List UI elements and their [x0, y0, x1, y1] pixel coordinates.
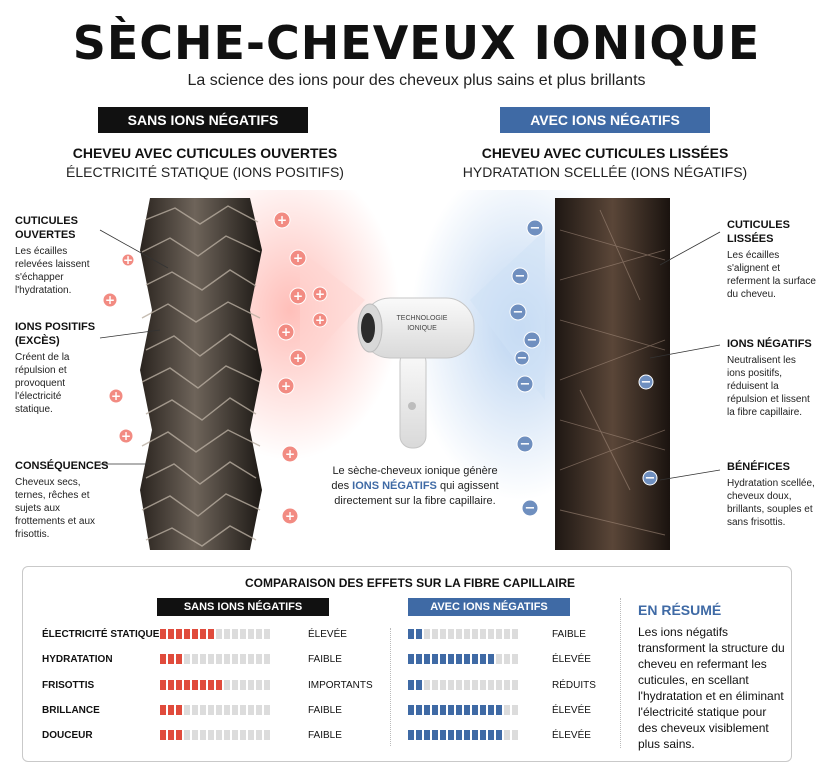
bar-segment	[264, 654, 270, 664]
row-label: HYDRATATION	[42, 654, 113, 666]
left-heading: CHEVEU AVEC CUTICULES OUVERTES	[72, 145, 338, 161]
label-positive-ions: IONS POSITIFS (EXCÈS) Créent de la répulsion et provoquent l'électricité statique.	[15, 321, 96, 415]
dryer-brand-line2: IONIQUE	[407, 325, 437, 332]
bar-segment	[176, 654, 182, 664]
bar-segment	[208, 680, 214, 690]
dryer-caption: Le sèche-cheveux ionique génère des IONS NÉGATIFS qui agissent directement sur la fibre capillaire.	[331, 465, 499, 507]
left-level-bar	[160, 680, 270, 690]
comparison-row	[42, 628, 602, 642]
bar-segment	[240, 629, 246, 639]
svg-text:−: −	[640, 375, 652, 390]
bar-segment	[488, 705, 494, 715]
bar-segment	[184, 629, 190, 639]
bar-segment	[192, 730, 198, 740]
bar-segment	[200, 654, 206, 664]
bar-segment	[456, 680, 462, 690]
bar-segment	[424, 730, 430, 740]
left-level-bar	[160, 730, 270, 740]
bar-segment	[504, 705, 510, 715]
bar-segment	[432, 654, 438, 664]
bar-segment	[208, 629, 214, 639]
bar-segment	[176, 629, 182, 639]
svg-text:+: +	[292, 351, 304, 365]
left-level-bar	[160, 705, 270, 715]
bar-segment	[480, 654, 486, 664]
bar-segment	[248, 705, 254, 715]
bar-segment	[488, 629, 494, 639]
left-level-value: FAIBLE	[308, 654, 342, 666]
bar-segment	[176, 730, 182, 740]
right-subheading: HYDRATATION SCELLÉE (IONS NÉGATIFS)	[462, 164, 748, 180]
left-level-value: IMPORTANTS	[308, 679, 373, 691]
resume-title: EN RÉSUMÉ	[638, 602, 722, 618]
divider-2	[620, 598, 621, 748]
bar-segment	[440, 654, 446, 664]
bar-segment	[496, 629, 502, 639]
bar-segment	[160, 680, 166, 690]
right-level-bar	[408, 654, 518, 664]
right-level-value: ÉLEVÉE	[552, 654, 591, 666]
bar-segment	[256, 629, 262, 639]
bar-segment	[184, 705, 190, 715]
bar-segment	[264, 730, 270, 740]
bar-segment	[472, 629, 478, 639]
bar-segment	[448, 705, 454, 715]
svg-text:+: +	[292, 289, 304, 303]
bar-segment	[248, 629, 254, 639]
bar-segment	[176, 680, 182, 690]
bar-segment	[200, 629, 206, 639]
bar-segment	[488, 730, 494, 740]
bar-segment	[488, 680, 494, 690]
bar-segment	[456, 705, 462, 715]
bar-segment	[160, 629, 166, 639]
left-level-value: ÉLEVÉE	[308, 629, 347, 640]
right-tag: AVEC IONS NÉGATIFS	[500, 107, 710, 133]
bar-segment	[160, 730, 166, 740]
row-label: FRISOTTIS	[42, 679, 95, 691]
bar-segment	[496, 730, 502, 740]
bar-segment	[424, 705, 430, 715]
bar-segment	[160, 705, 166, 715]
right-level-bar	[408, 705, 518, 715]
bar-segment	[248, 680, 254, 690]
bar-segment	[472, 654, 478, 664]
svg-text:+: +	[120, 429, 132, 443]
bar-segment	[408, 629, 414, 639]
comparison-row	[42, 729, 602, 743]
bar-segment	[440, 680, 446, 690]
dryer-brand-line1: TECHNOLOGIE	[396, 315, 448, 322]
bar-segment	[168, 629, 174, 639]
svg-text:−: −	[524, 501, 536, 516]
page-subtitle: La science des ions pour des cheveux plus sains et plus brillants	[187, 72, 646, 89]
left-level-bar	[160, 654, 270, 664]
bar-segment	[424, 680, 430, 690]
bar-segment	[416, 654, 422, 664]
left-level-bar	[160, 629, 270, 639]
svg-text:+: +	[280, 379, 292, 393]
bar-segment	[264, 680, 270, 690]
bar-segment	[168, 654, 174, 664]
bar-segment	[256, 730, 262, 740]
svg-text:+: +	[122, 253, 134, 267]
comparison-right-header: AVEC IONS NÉGATIFS	[408, 598, 570, 616]
bar-segment	[240, 730, 246, 740]
bar-segment	[256, 680, 262, 690]
bar-segment	[504, 680, 510, 690]
bar-segment	[432, 730, 438, 740]
bar-segment	[416, 705, 422, 715]
bar-segment	[168, 705, 174, 715]
label-consequences: CONSÉQUENCES Cheveux secs, ternes, rêches et sujets aux frottements et aux frisottis.	[15, 460, 109, 540]
bar-segment	[208, 705, 214, 715]
svg-text:−: −	[519, 437, 531, 452]
svg-text:−: −	[514, 269, 526, 284]
right-level-value: ÉLEVÉE	[552, 704, 591, 716]
bar-segment	[408, 654, 414, 664]
left-level-value: FAIBLE	[308, 704, 342, 716]
bar-segment	[200, 730, 206, 740]
bar-segment	[216, 730, 222, 740]
bar-segment	[512, 629, 518, 639]
svg-text:−: −	[512, 305, 524, 320]
label-benefits: BÉNÉFICES Hydratation scellée, cheveux doux, brillants, souples et sans frisottis.	[727, 461, 815, 528]
comparison-title: COMPARAISON DES EFFETS SUR LA FIBRE CAPILLAIRE	[244, 576, 575, 590]
bar-segment	[192, 654, 198, 664]
bar-segment	[512, 654, 518, 664]
bar-segment	[448, 654, 454, 664]
right-level-value: RÉDUITS	[552, 679, 596, 691]
svg-text:+: +	[284, 447, 296, 461]
bar-segment	[216, 629, 222, 639]
page-title: SÈCHE-CHEVEUX IONIQUE	[72, 16, 761, 70]
svg-text:+: +	[314, 313, 326, 327]
bar-segment	[168, 730, 174, 740]
bar-segment	[424, 629, 430, 639]
right-level-bar	[408, 629, 518, 639]
resume-text: Les ions négatifs transforment la structure du cheveu en refermant les cuticules, en scellant l'hydratation et en éliminant l'électricité statique pour des cheveux visiblement plus sains.	[638, 625, 785, 751]
bar-segment	[200, 705, 206, 715]
bar-segment	[176, 705, 182, 715]
right-level-bar	[408, 730, 518, 740]
right-heading: CHEVEU AVEC CUTICULES LISSÉES	[481, 145, 729, 161]
svg-text:+: +	[110, 389, 122, 403]
bar-segment	[216, 654, 222, 664]
bar-segment	[480, 629, 486, 639]
bar-segment	[432, 680, 438, 690]
bar-segment	[472, 730, 478, 740]
bar-segment	[456, 629, 462, 639]
bar-segment	[248, 730, 254, 740]
comparison-row	[42, 704, 602, 718]
bar-segment	[216, 705, 222, 715]
bar-segment	[192, 705, 198, 715]
bar-segment	[472, 705, 478, 715]
svg-text:+: +	[314, 287, 326, 301]
smooth-hair-strand	[555, 198, 670, 550]
svg-text:−: −	[526, 333, 538, 348]
comparison-row	[42, 679, 602, 693]
svg-text:+: +	[276, 213, 288, 227]
bar-segment	[512, 705, 518, 715]
bar-segment	[240, 680, 246, 690]
bar-segment	[224, 705, 230, 715]
damaged-hair-strand	[140, 198, 262, 550]
bar-segment	[256, 705, 262, 715]
bar-segment	[440, 705, 446, 715]
bar-segment	[496, 680, 502, 690]
bar-segment	[464, 705, 470, 715]
right-level-value: FAIBLE	[552, 629, 586, 640]
bar-segment	[208, 730, 214, 740]
svg-text:+: +	[284, 509, 296, 523]
bar-segment	[472, 680, 478, 690]
bar-segment	[232, 730, 238, 740]
comparison-left-header: SANS IONS NÉGATIFS	[157, 598, 329, 616]
bar-segment	[416, 680, 422, 690]
bar-segment	[240, 705, 246, 715]
bar-segment	[440, 629, 446, 639]
bar-segment	[416, 730, 422, 740]
bar-segment	[232, 654, 238, 664]
bar-segment	[232, 680, 238, 690]
bar-segment	[264, 705, 270, 715]
bar-segment	[192, 629, 198, 639]
bar-segment	[480, 730, 486, 740]
bar-segment	[488, 654, 494, 664]
svg-text:+: +	[104, 293, 116, 307]
bar-segment	[448, 730, 454, 740]
bar-segment	[456, 654, 462, 664]
right-level-bar	[408, 680, 518, 690]
bar-segment	[464, 629, 470, 639]
bar-segment	[224, 730, 230, 740]
label-negative-ions: IONS NÉGATIFS Neutralisent les ions positifs, réduisent la répulsion et lissent la fibre capillaire.	[727, 338, 812, 418]
bar-segment	[432, 705, 438, 715]
bar-segment	[192, 680, 198, 690]
bar-segment	[504, 730, 510, 740]
bar-segment	[248, 654, 254, 664]
bar-segment	[408, 705, 414, 715]
bar-segment	[440, 730, 446, 740]
bar-segment	[224, 654, 230, 664]
label-open-cuticles: CUTICULES OUVERTES Les écailles relevées laissent s'échapper l'hydratation.	[15, 215, 90, 296]
bar-segment	[168, 680, 174, 690]
comparison-row	[42, 653, 602, 667]
bar-segment	[432, 629, 438, 639]
bar-segment	[224, 629, 230, 639]
bar-segment	[184, 654, 190, 664]
left-subheading: ÉLECTRICITÉ STATIQUE (IONS POSITIFS)	[66, 164, 344, 180]
right-level-value: ÉLEVÉE	[552, 730, 591, 742]
bar-segment	[464, 730, 470, 740]
bar-segment	[480, 680, 486, 690]
left-level-value: FAIBLE	[308, 730, 342, 742]
bar-segment	[216, 680, 222, 690]
bar-segment	[408, 680, 414, 690]
bar-segment	[408, 730, 414, 740]
bar-segment	[424, 654, 430, 664]
bar-segment	[504, 654, 510, 664]
bar-segment	[480, 705, 486, 715]
bar-segment	[208, 654, 214, 664]
bar-segment	[224, 680, 230, 690]
bar-segment	[496, 705, 502, 715]
bar-segment	[448, 680, 454, 690]
row-label: DOUCEUR	[42, 730, 93, 742]
svg-text:−: −	[516, 351, 528, 366]
bar-segment	[200, 680, 206, 690]
svg-text:−: −	[519, 377, 531, 392]
bar-segment	[232, 629, 238, 639]
svg-text:+: +	[280, 325, 292, 339]
bar-segment	[464, 680, 470, 690]
bar-segment	[496, 654, 502, 664]
bar-segment	[232, 705, 238, 715]
bar-segment	[264, 629, 270, 639]
bar-segment	[448, 629, 454, 639]
bar-segment	[256, 654, 262, 664]
bar-segment	[512, 730, 518, 740]
row-label: ÉLECTRICITÉ STATIQUE	[42, 629, 160, 640]
bar-segment	[160, 654, 166, 664]
bar-segment	[464, 654, 470, 664]
left-tag: SANS IONS NÉGATIFS	[98, 107, 308, 133]
bar-segment	[240, 654, 246, 664]
bar-segment	[416, 629, 422, 639]
bar-segment	[184, 680, 190, 690]
svg-text:−: −	[529, 221, 541, 236]
label-smooth-cuticles: CUTICULES LISSÉES Les écailles s'alignent et referment la surface du cheveu.	[727, 219, 816, 300]
bar-segment	[456, 730, 462, 740]
bar-segment	[184, 730, 190, 740]
svg-text:+: +	[292, 251, 304, 265]
row-label: BRILLANCE	[42, 704, 100, 716]
bar-segment	[512, 680, 518, 690]
bar-segment	[504, 629, 510, 639]
svg-text:−: −	[644, 471, 656, 486]
